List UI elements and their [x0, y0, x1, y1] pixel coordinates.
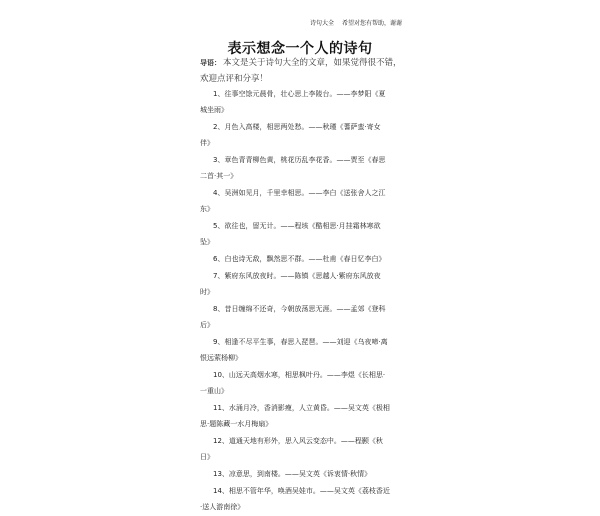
list-item: 2、月色入高楼，相思两处愁。——秋瑾《蓍萨蛮·寄女伴》 [200, 123, 381, 147]
list-item: 6、白也诗无敌，飘然思不群。——杜甫《春日忆李白》 [213, 255, 386, 263]
intro-paragraph [200, 55, 408, 87]
list-item: 10、山远天高烟水寒，相思枫叶丹。——李煜《长相思·一重山》 [200, 371, 386, 395]
list-item: 13、凉意思，到南楼。——吴文英《诉衷情·秋情》 [213, 470, 372, 478]
list-item: 7、紫府东风放夜时。——陈镇《思越人·紫府东风放夜时》 [200, 272, 381, 296]
intro-lead: 导语： [200, 59, 221, 67]
list-item: 14、相思不管年华，唤酒吴娃市。——吴文英《荔枝香近·送人游南徐》 [200, 487, 390, 511]
list-item: 9、相逢不尽平生事，春思入琵琶。——刘迎《乌夜啼·离恨远萦杨柳》 [200, 338, 388, 362]
list-item: 4、吴洲如见月，千里幸相思。——李白《送张舍人之江东》 [200, 189, 386, 213]
list-item: 3、章色青青柳色黄，桃花历乱李花香。——贾至《春思二首·其一》 [200, 156, 386, 180]
list-item: 5、欲往也，留无计。——程垓《酷相思·月挂霜林寒欲坠》 [200, 222, 381, 246]
list-item: 8、昔日缠绵不还奇，今朝放荡思无涯。——孟郊《登科后》 [200, 305, 386, 329]
header-link-note[interactable]: 希望对您有帮助，谢谢 [341, 20, 402, 27]
header-link-category[interactable]: 诗句大全 [310, 20, 335, 27]
intro-text: 本文是关于诗句大全的文章，如果觉得很不错，欢迎点评和分享！ [200, 58, 402, 84]
list-item: 12、道通天地有形外，思入风云变态中。——程颢《秋日》 [200, 437, 383, 461]
list-item: 1、往事空馀元晨骨，壮心思上李陵台。——李梦阳《夏城坐雨》 [200, 90, 386, 114]
header-links [310, 18, 430, 27]
list-item: 11、水涌月冷，香消影瘦，人立黄昏。——吴文英《极相思·题陈藏一水月梅扇》 [200, 404, 390, 428]
page-title: 表示想念一个人的诗句 [227, 41, 373, 57]
poem-list [200, 86, 390, 516]
